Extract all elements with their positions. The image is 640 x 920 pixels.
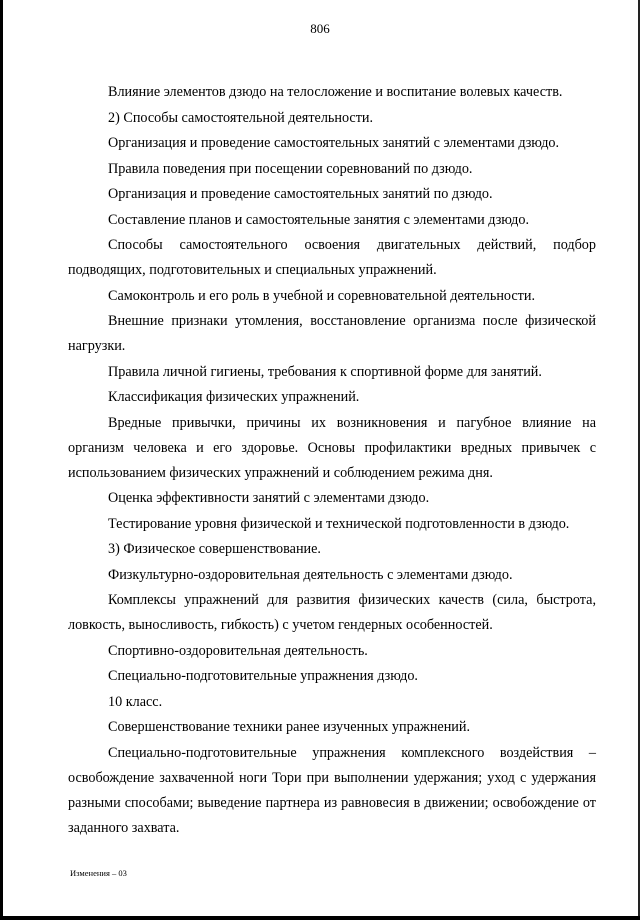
paragraph: Вредные привычки, причины их возникновения и пагубное влияние на организм человека и его здоровье. Основы профилактики вредных привычек с использованием физических упражнений и соблюдением режима дня. [68,414,596,481]
paragraph: Тестирование уровня физической и технической подготовленности в дзюдо. [108,515,570,532]
paragraph: Классификация физических упражнений. [108,389,360,405]
paragraph: Организация и проведение самостоятельных занятий с элементами дзюдо. [108,135,560,151]
paragraph: Специально-подготовительные упражнения дзюдо. [108,668,418,684]
grade-heading: 10 класс. [108,693,163,710]
paragraph: Самоконтроль и его роль в учебной и соревновательной деятельности. [108,287,536,304]
paragraph: Внешние признаки утомления, восстановление организма после физической нагрузки. [68,313,596,354]
scan-edge-left [0,0,3,920]
paragraph: Физкультурно-оздоровительная деятельность с элементами дзюдо. [108,566,513,583]
paragraph: Спортивно-оздоровительная деятельность. [108,642,368,659]
paragraph: Составление планов и самостоятельные занятия с элементами дзюдо. [108,211,530,228]
paragraph: Организация и проведение самостоятельных занятий по дзюдо. [108,186,493,202]
paragraph: Оценка эффективности занятий с элементами дзюдо. [108,490,430,506]
document-body [68,80,596,841]
paragraph: Способы самостоятельного освоения двигательных действий, подбор подводящих, подготовительных и специальных упражнений. [68,237,596,278]
paragraph: Правила личной гигиены, требования к спортивной форме для занятий. [108,363,542,380]
section-heading: 2) Способы самостоятельной деятельности. [108,109,374,126]
paragraph: Правила поведения при посещении соревнований по дзюдо. [108,160,473,177]
revision-note: Изменения – 03 [70,868,127,878]
paragraph: Совершенствование техники ранее изученных упражнений. [108,719,471,735]
paragraph: Специально-подготовительные упражнения комплексного воздействия – освобождение захваченной ноги Тори при выполнении удержания; уход с удержания разными способами; выведение партнера из равновесия в движении; освобождение от заданного захвата. [68,744,596,836]
section-heading: 3) Физическое совершенствование. [108,541,321,557]
paragraph: Влияние элементов дзюдо на телосложение и воспитание волевых качеств. [108,84,563,100]
scan-edge-bottom [0,916,640,920]
paragraph: Комплексы упражнений для развития физических качеств (сила, быстрота, ловкость, выносливость, гибкость) с учетом гендерных особенностей. [68,592,596,633]
page-number: 806 [310,21,330,36]
